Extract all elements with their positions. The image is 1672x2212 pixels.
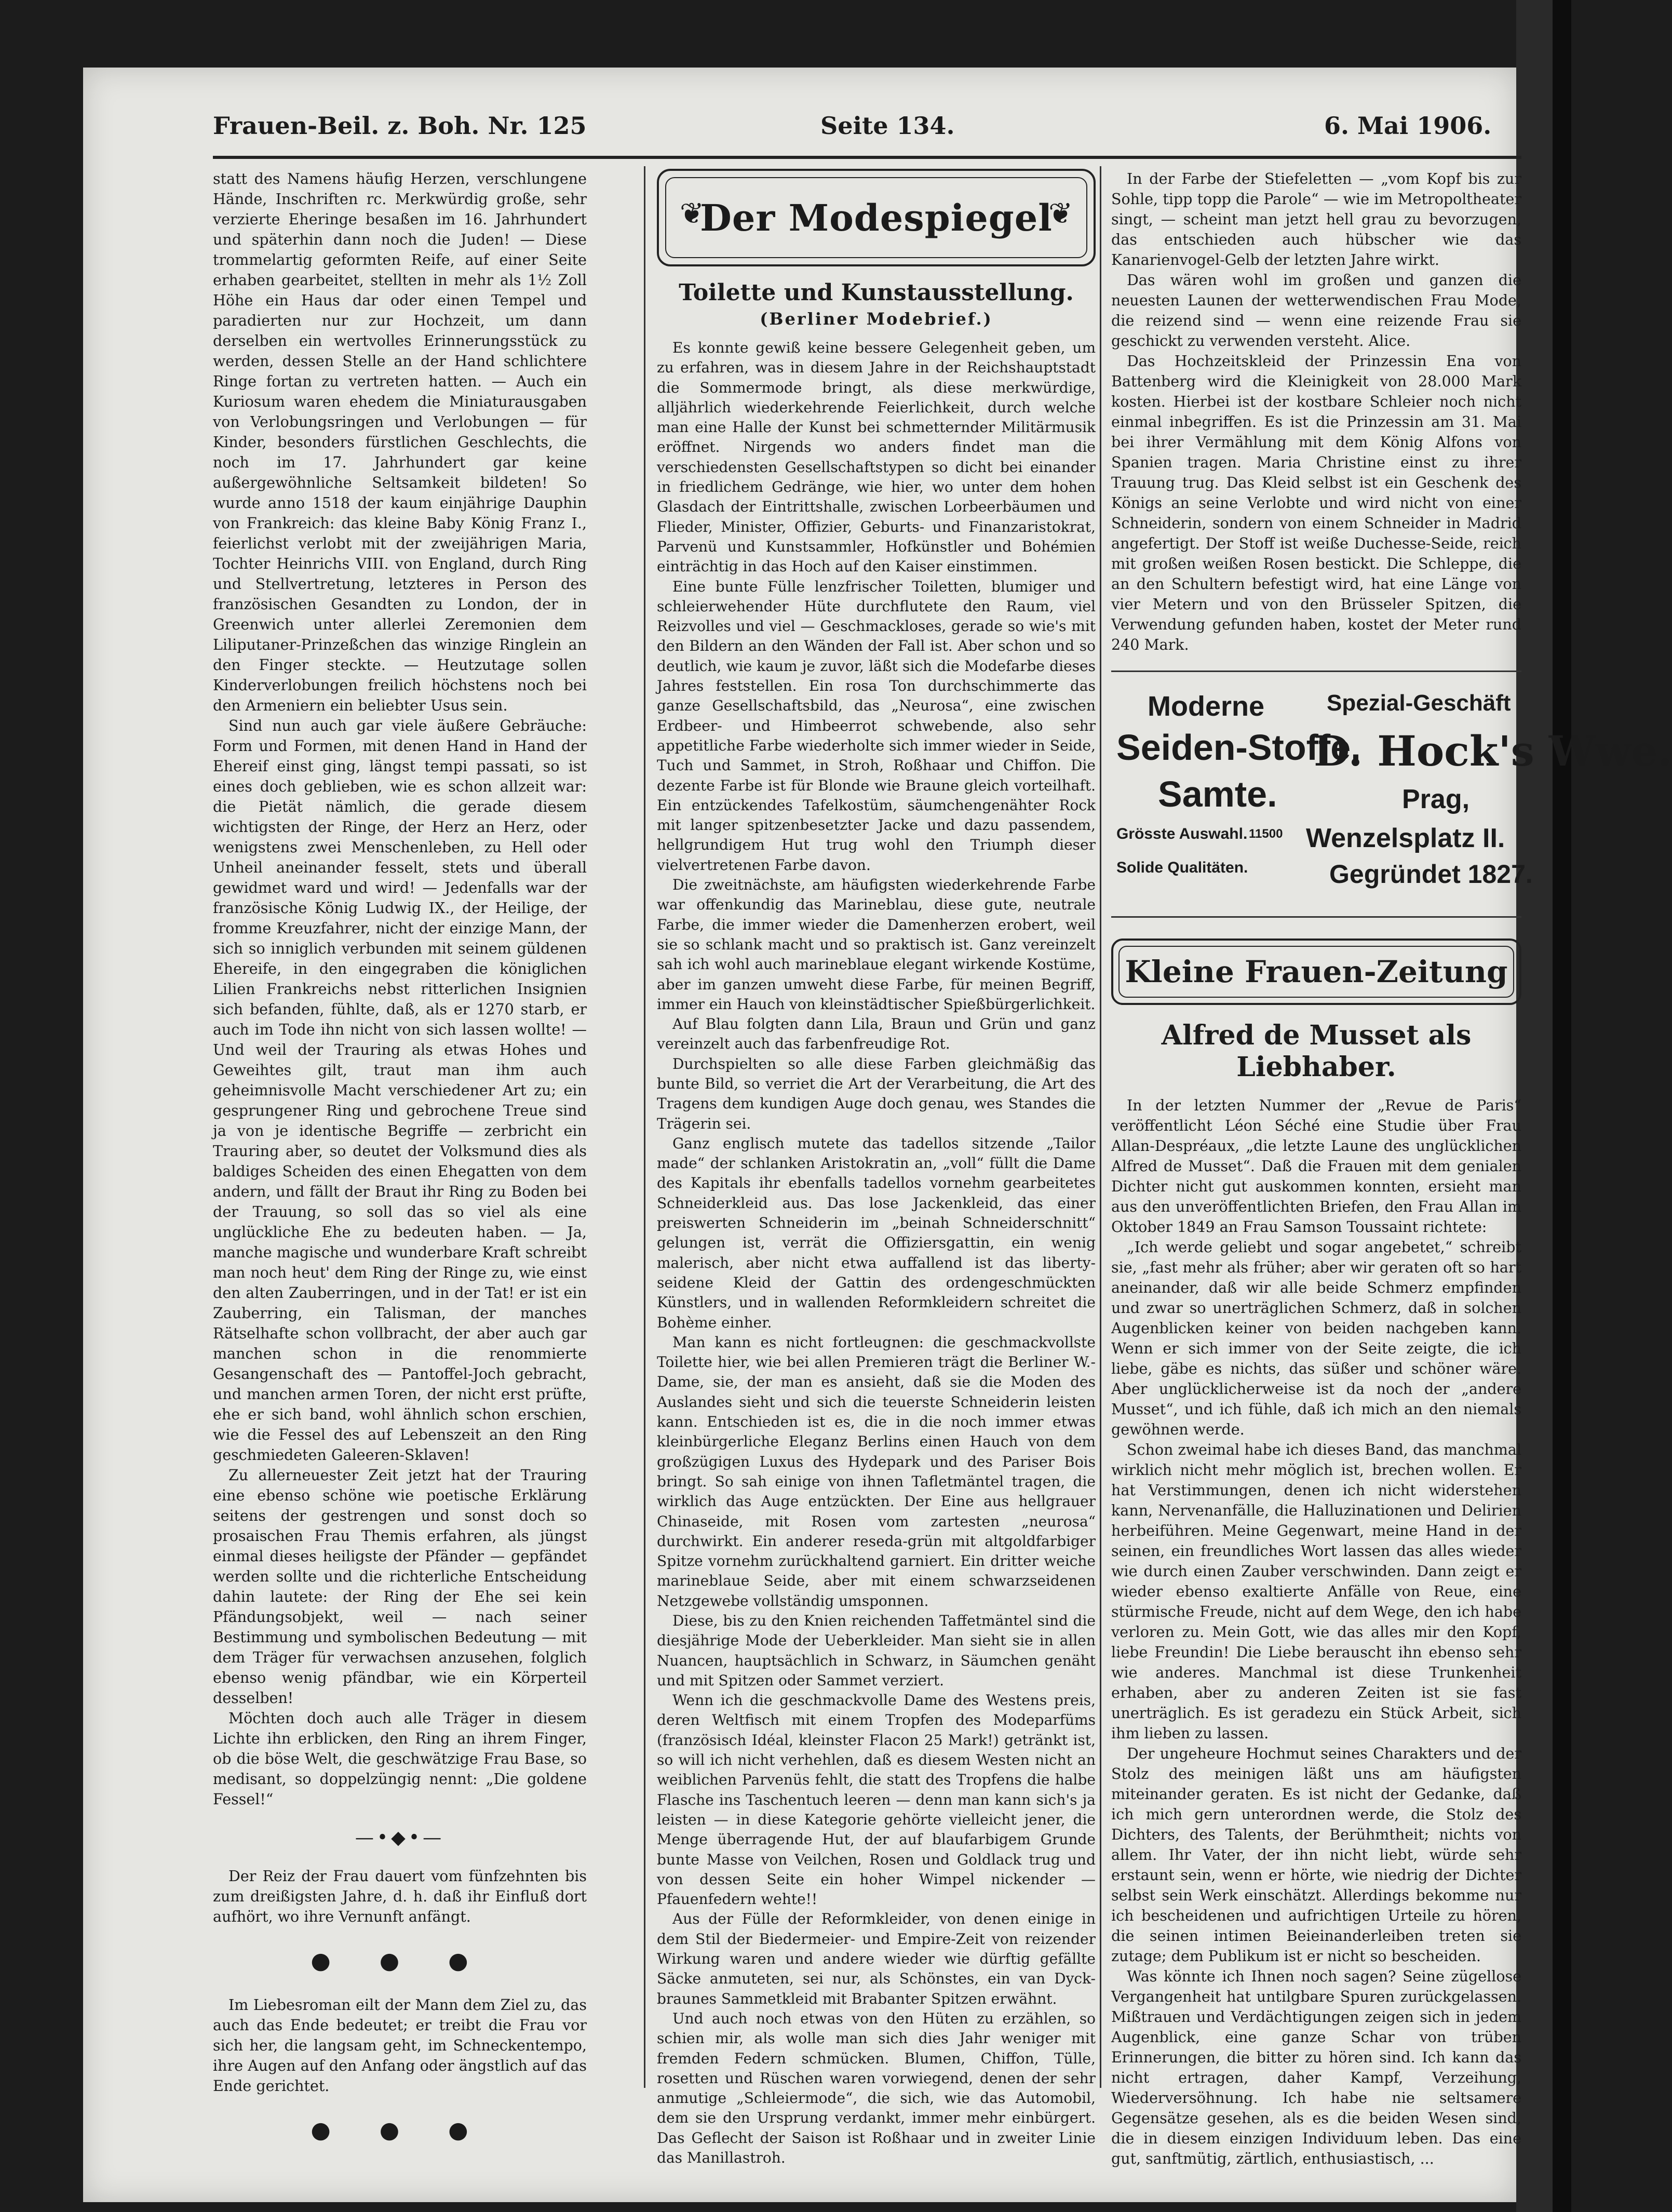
- col2-paragraph: Diese, bis zu den Knien reichenden Taffetmäntel sind die diesjährige Mode der Ueberkleider. Man sieht sie in allen Nuancen, hauptsächlich in Schwarz, in Säumchen genäht und mit Spitzen oder Sammet verziert.: [657, 1612, 1096, 1689]
- ad-qualitaeten: Solide Qualitäten.: [1116, 859, 1248, 876]
- col1-paragraph-3: Zu allerneuester Zeit jetzt hat der Trauring eine ebenso schöne wie poetische Erklärung seitens der gestrengen und sonst doch so prosaischen Frau Themis erfahren, als jüngst einmal dieses heiligste der Pfänder — gepfändet werden sollte und die richterliche Entscheidung dahin lautete: der Ring der Ehe sei kein Pfändungsobjekt, weil — nach seiner Bestimmung und symbolischen Bedeutung — mit dem Träger für verwachsen anzusehen, folglich ebenso wenig pfändbar, wie ein Körperteil desselben!: [213, 1467, 587, 1707]
- col1-paragraph-2: Sind nun auch gar viele äußere Gebräuche: Form und Formen, mit denen Hand in Hand der Ehereif einst ging, längst tempi passati, so ist eines doch geblieben, wie es schon allzeit war: die Pietät nämlich, die gerade diesem wichtigsten der Ringe, der Herz an Herz, oder wenigstens zwei Menschenleben, zu Hell oder Unheil aneinander fesselt, stets und überall gewidmet ward und wird! — Jedenfalls war der französische König Ludwig IX., der Heilige, der fromme Kreuzfahrer, nicht der einzige Mann, der sich so inniglich verbunden mit seinem güldenen Ehereife, in den eingegraben die königlichen Lilien Frankreichs nebst ritterlichen Insignien sich befanden, fühlte, daß, als er 1270 starb, er auch im Tode ihn nicht von sich lassen wollte! — Und weil der Trauring als etwas Hohes und Geweihtes gilt, traut man ihm auch geheimnisvolle Macht verschiedener Art zu; ein gesprungener Ring und gebrochene Treue sind ja von je identische Begriffe — zerbricht ein Trauring aber, so deutet der Volksmund dies als baldiges Scheiden des einen Ehegatten von dem andern, und fällt der Braut ihr Ring zu Boden bei der Trauung, so soll das so viel als eine unglückliche Ehe zu bedeuten haben. — Ja, manche magische und wunderbare Kraft schreibt man noch heut' dem Ring der Ringe zu, wie einst den alten Zauberringen, und in der Tat! er ist ein Zauberring, ein Talisman, der manches Rätselhafte schon vollbracht, der aber auch gar manchen schon in die renommierte Gesangenschaft des — Pantoffel-Joch gebracht, und manchen armen Toren, der nicht erst prüfte, ehe er sich band, wohl ähnlich schon erschien, wie die Fessel des auf Lebenszeit an den Ring geschmiedeten Galeeren-Sklaven!: [213, 717, 587, 1464]
- ad-gegruendet: Gegründet 1827.: [1329, 860, 1533, 889]
- column-divider-2: [1100, 166, 1101, 2088]
- col3-paragraph: In der Farbe der Stiefeletten — „vom Kopf bis zur Sohle, tipp topp die Parole“ — wie im Metropoltheater singt, — scheint man jetzt hell grau zu bevorzugen, das entschieden auch hübscher wie das Kanarienvogel-Gelb der letzten Jahre wirkt.: [1111, 170, 1521, 269]
- col2-paragraph: Und auch noch etwas von den Hüten zu erzählen, so schien mir, als wolle man sich dies Jahr weniger mit fremden Federn schmücken. Blumen, Chiffon, Tülle, rosetten und Rüschen waren vorwiegend, denen der sehr anmutige „Schleiermode“, die sich, wie das Automobil, dem sie den Ursprung verdankt, immer mehr einbürgert. Das Geflecht der Saison ist Roßhaar und in zweiter Linie das Manillastroh.: [657, 2009, 1096, 2167]
- col3-musset-paragraph: „Ich werde geliebt und sogar angebetet,“ schreibt sie, „fast mehr als früher; aber wir geraten oft so hart aneinander, daß wir alle beide Schmerz empfinden und zwar so unerträglichen Schmerz, daß in solchen Augenblicken keiner von beiden nachgeben kann. Wenn er sich immer von der Seite zeigte, die ich liebe, gäbe es nichts, das süßer und schöner wäre. Aber unglücklicherweise ist da noch der „andere Musset“, und ich fühle, daß ich mich an den niemals gewöhnen werde.: [1111, 1239, 1521, 1438]
- col1-aphorism-liebe: Im Liebesroman eilt der Mann dem Ziel zu, das auch das Ende bedeutet; er treibt die Frau vor sich her, die langsam geht, im Schneckentempo, ihre Augen auf den Anfang oder ängstlich auf das Ende gerichtet.: [213, 1996, 587, 2095]
- col2-paragraph: Durchspielten so alle diese Farben gleichmäßig das bunte Bild, so verriet die Art der Verarbeitung, die Art des Tragens dem kundigen Auge doch genau, wes Standes die Trägerin sei.: [657, 1055, 1096, 1132]
- kleine-frauen-zeitung-box: [1111, 939, 1521, 1005]
- column-3: [1111, 169, 1672, 2169]
- ad-spezial-geschaeft: Spezial-Geschäft: [1327, 690, 1511, 716]
- advertisement-hock: [1111, 671, 1672, 918]
- col3-musset-paragraph: Schon zweimal habe ich dieses Band, das manchmal wirklich nicht mehr möglich ist, brechen wollen. Er hat Verstimmungen, denen ich nicht widerstehen kann, Nervenanfälle, die Halluzinationen und Delirien herbeiführen. Meine Gegenwart, meine Hand in der seinen, ein freundliches Wort lassen das alles wieder wie durch einen Zauber verschwinden. Dann zeigt er wieder ebenso exaltierte Anfälle von Reue, eine stürmische Freude, nicht auf dem Wege, den ich habe verloren zu. Mein Gott, wie das alles mir den Kopf, liebe Freundin! Die Liebe berauscht ihn ebenso sehr wie anderes. Manchmal ist diese Trunkenheit erhaben, aber zu anderen Zeiten ist sie fast unerträglich. Es ist geradezu ein Stück Arbeit, sich ihm lieben zu lassen.: [1111, 1441, 1521, 1742]
- page-header: [213, 112, 1521, 153]
- dot-separator: ● ● ●: [311, 2117, 489, 2143]
- ad-auswahl: Grösste Auswahl.: [1116, 825, 1248, 842]
- header-left: Frauen-Beil. z. Boh. Nr. 125: [213, 112, 587, 140]
- col1-aphorism-reiz: Der Reiz der Frau dauert vom fünfzehnten bis zum dreißigsten Jahre, d. h. daß ihr Einfluß dort aufhört, wo ihre Vernunft anfängt.: [213, 1868, 587, 1925]
- book-edge: [1516, 0, 1571, 2212]
- header-date: 6. Mai 1906.: [1324, 112, 1492, 140]
- col3-musset-paragraph: Der ungeheure Hochmut seines Charakters und der Stolz des meinigen läßt uns am häufigsten miteinander geraten. Es ist nicht der Gedanke, daß ich mich gern unterordnen werde, die Stolz des Dichters, des Talents, der Berühmtheit; nichts von allem. Ihr Vater, der ihn nicht liebt, würde sehr erstaunt sein, wenn er hörte, wie niedrig der Dichter selbst sein Werk einschätzt. Allerdings bekomme nur ich bescheidenen und aufrichtigen Urteile zu hören, die seinen intimen Beieinanderleiben treten sie zutage; dem Publikum ist er nicht so bescheiden.: [1111, 1745, 1521, 1965]
- col2-paragraph: Man kann es nicht fortleugnen: die geschmackvollste Toilette hier, wie bei allen Premieren trägt die Berliner W.-Dame, sie, der man es ansieht, daß sie die Moden des Auslandes sieht und sich die teuerste Schneiderin leisten kann. Entschieden ist es, die in die noch immer etwas kleinbürgerliche Eleganz Berlins einen Hauch von dem großzügigen Luxus des Hydepark und des Pariser Bois bringt. So sah einige von ihnen Tafletmäntel tragen, die wirklich das Auge entzückten. Der Eine aus hellgrauer Chinaseide, mit Rosen vom zartesten „neurosa“ durchwirkt. Ein anderer reseda-grün mit altgoldfarbiger Spitze vornehm zurückhaltend garniert. Ein dritter weiche marineblaue Seide, aber mit einem schwarzseidenen Netzgewebe vollständig umsponnen.: [657, 1333, 1096, 1610]
- col3-paragraph: Das wären wohl im großen und ganzen die neuesten Launen der wetterwendischen Frau Mode, die reizend sind — wenn eine reizende Frau sie geschickt zu verwenden versteht. Alice.: [1111, 272, 1521, 350]
- col3-musset-paragraph: Was könnte ich Ihnen noch sagen? Seine zügellose Vergangenheit hat untilgbare Spuren zurückgelassen. Mißtrauen und Verdächtigungen zeigen sich in jedem Augenblick, eine ganze Schar von trüben Erinnerungen, die bitter zu hören sind. Ich kann das nicht ertragen, daher Kampf, Verzeihung, Wiederversöhnung. Ich habe nie seltsamere Gegensätze gesehen, als es die beiden Wesen sind, die in diesem einzigen Individuum leben. Das eine gut, sanftmütig, zärtlich, enthusiastisch, ...: [1111, 1968, 1521, 2167]
- col2-paragraph: Wenn ich die geschmackvolle Dame des Westens preis, deren Weltfisch mit einem Tropfen des Modeparfüms (französisch Idéal, kleinster Flacon 25 Mark!) getränkt ist, so will ich nicht verhehlen, daß es diesem Westen nicht an weiblichen Parvenüs fehlt, die statt des Tropfens die halbe Flasche ins Taschentuch leeren — denn man kann sich's ja leisten — in diese Kategorie gehörte vielleicht jener, die Menge überragende Hut, der auf blaufarbigem Grunde bunte Masse von Veilchen, Rosen und Goldlack trug und von dessen Seite ein hoher Wimpel nickender — Pfauenfedern wehte!!: [657, 1692, 1096, 1908]
- ornament-divider: —•◆•—: [355, 1827, 445, 1848]
- flourish-left-icon: ❦: [680, 197, 704, 231]
- section-title-kleine-frauen-zeitung: Kleine Frauen-Zeitung: [1125, 954, 1508, 989]
- ad-seiden-stoffe: Seiden-Stoffe,: [1116, 727, 1361, 768]
- col1-paragraph-4: Möchten doch auch alle Träger in diesem Lichte ihn erblicken, den Ring an ihrem Finger, ob die böse Welt, die geschwätzige Frau Base, so medisant, so doppelzüngig nennt: „Die goldene Fessel!“: [213, 1710, 587, 1808]
- ad-prag: Prag,: [1402, 784, 1470, 814]
- ad-number: 11500: [1249, 827, 1283, 841]
- article-subtitle: (Berliner Modebrief.): [760, 309, 993, 329]
- section-title: Der Modespiegel: [700, 196, 1053, 239]
- dot-separator: ● ● ●: [311, 1948, 489, 1974]
- ad-moderne: Moderne: [1148, 691, 1265, 722]
- modespiegel-title-box: [657, 169, 1096, 266]
- column-2: [657, 169, 1096, 2168]
- col2-paragraph: Die zweitnächste, am häufigsten wiederkehrende Farbe war offenkundig das Marineblau, diese gute, neutrale Farbe, die immer wieder die Damenherzen erobert, weil sie so schlank macht und so praktisch ist. Ganz vereinzelt sah ich wohl auch marineblaue elegant wirkende Kostüme, aber im ganzen umweht diese Farbe, für meinen Begriff, immer ein Hauch von kleinstädtischer Spießbürgerlichkeit.: [657, 876, 1096, 1013]
- column-divider-1: [644, 166, 645, 2088]
- article-title: Toilette und Kunstausstellung.: [679, 279, 1074, 306]
- ad-hock-wwe: D. Hock's Wwe.: [1314, 727, 1672, 775]
- ad-samte: Samte.: [1158, 774, 1277, 814]
- col1-paragraph-1: statt des Namens häufig Herzen, verschlungene Hände, Inschriften rc. Merkwürdig große, sehr verzierte Eheringe besaßen im 16. Jahrhundert und späterhin dann noch die Juden! — Diese trommelartig geformten Reife, auf einer Seite erhaben gearbeitet, stellten in mehr als 1½ Zoll Höhe ein Haus dar oder einen Tempel und paradierten nur zur Hochzeit, um dann derselben ein wertvolles Erinnerungsstück zu werden, dessen Stelle an der Hand schlichtere Ringe fortan zu vertreten hatten. — Auch ein Kuriosum waren ehedem die Miniaturausgaben von Verlobungsringen und Verlobungen — für Kinder, besonders fürstlichen Geschlechts, die noch im 17. Jahrhundert gar keine außergewöhnliche Seltsamkeit bildeten! So wurde anno 1518 der kaum einjährige Dauphin von Frankreich: das kleine Baby König Franz I., feierlichst verlobt mit der zweijährigen Maria, Tochter Heinrichs VIII. von England, durch Ring und Stellvertretung, letzteres in Person des französischen Gesandten zu London, der in Greenwich unter allerlei Zeremonien dem Liliputaner-Prinzeßchen das winzige Ringlein an den Finger steckte. — Heutzutage sollen Kinderverlobungen freilich höchstens noch bei den Armeniern ein beliebter Usus sein.: [213, 170, 587, 714]
- col3-musset-paragraph: In der letzten Nummer der „Revue de Paris“ veröffentlicht Léon Séché eine Studie über Frau Allan-Despréaux, „die letzte Laune des unglücklichen Alfred de Musset“. Daß die Frauen mit dem genialen Dichter nicht gut auskommen konnten, ersieht man aus den unveröffentlichten Briefen, den Frau Allan im Oktober 1849 an Frau Samson Toussaint richtete:: [1111, 1097, 1521, 1236]
- col2-paragraph: Aus der Fülle der Reformkleider, von denen einige in dem Stil der Biedermeier- und Empire-Zeit von reizender Wirkung waren und andere wieder wie dürftig gefällte Säcke anmuteten, sei nur, als Schönstes, ein van Dyck-braunes Sammetkleid mit Brabanter Spitzen erwähnt.: [657, 1910, 1096, 2007]
- col3-paragraph-hochzeitskleid: Das Hochzeitskleid der Prinzessin Ena von Battenberg wird die Kleinigkeit von 28.000 Mark kosten. Hierbei ist der kostbare Schleier noch nicht einmal inbegriffen. Es ist die Prinzessin am 31. Mai bei ihrer Vermählung mit dem König Alfons von Spanien tragen. Maria Christine einst zu ihrer Trauung trug. Das Kleid selbst ist ein Geschenk des Königs an seine Verlobte und wird nicht von einer Schneiderin, sondern von einem Schneider in Madrid angefertigt. Der Stoff ist weiße Duchesse-Seide, reich mit großen weißen Rosen bestickt. Die Schleppe, die an den Schultern befestigt wird, hat eine Länge von vier Metern und von den Brüsseler Spitzen, die Verwendung gefunden haben, kostet der Meter rund 240 Mark.: [1111, 353, 1521, 653]
- ad-wenzelsplatz: Wenzelsplatz II.: [1306, 823, 1505, 853]
- flourish-right-icon: ❦: [1048, 197, 1073, 231]
- col2-paragraph: Es konnte gewiß keine bessere Gelegenheit geben, um zu erfahren, was in diesem Jahre in der Reichshauptstadt die Sommermode bringt, als diese merkwürdige, alljährlich wiederkehrende Feierlichkeit, durch welche man eine Halle der Kunst bei schmetternder Militärmusik eröffnet. Nirgends wo anders findet man die verschiedensten Gesellschaftstypen so dicht bei einander in friedlichem Gedränge, wie hier, wo unter dem hohen Glasdach der Eintrittshalle, zwischen Lorbeerbäumen und Flieder, Minister, Offizier, Geburts- und Finanzaristokrat, Parvenü und Kunstsammler, Hofkünstler und Bohémien einträchtig in das Hoch auf den Kaiser einstimmen.: [657, 339, 1096, 575]
- col2-paragraph: Ganz englisch mutete das tadellos sitzende „Tailor made“ der schlanken Aristokratin an, „voll“ füllt die Dame des Kapitals ihr ebenfalls tadellos vornehm gearbeitetes Schneiderkleid aus. Das lose Jackenkleid, das einer preiswerten Schneiderin im „beinah Schneiderschnitt“ gelungen ist, verrät die Offiziersgattin, ein wenig malerisch, aber nicht etwa auffallend ist das liberty-seidene Kleid der Gattin des ordengeschmückten Künstlers, und in wallenden Reformkleidern schreitet die Bohème einher.: [657, 1134, 1096, 1331]
- col2-paragraph: Auf Blau folgten dann Lila, Braun und Grün und ganz vereinzelt auch das farbenfreudige Rot.: [657, 1015, 1096, 1053]
- header-rule: [213, 156, 1521, 159]
- col2-paragraph: Eine bunte Fülle lenzfrischer Toiletten, blumiger und schleierwehender Hüte durchflutete den Raum, viel Reizvolles und viel — Geschmackloses, gerade so wie's mit den Bildern an den Wänden der Fall ist. Aber schon und so deutlich, wie kaum je zuvor, läßt sich die Modefarbe dieses Jahres feststellen. Ein rosa Ton durchschimmerte das ganze Gesellschaftsbild, das „Neurosa“, eine zwischen Erdbeer- und Himbeerrot schwebende, also sehr appetitliche Farbe wiederholte sich immer wieder in Seide, Tuch und Sammet, in Stroh, Roßhaar und Chiffon. Die dezente Farbe ist für Blonde wie Braune gleich vorteilhaft. Ein entzückendes Tafelkostüm, säumchengenähter Rock mit langer spitzenbesetzter Jacke und dazu passendem, hellgrundigem Hut trug wohl den Triumph dieser vielvertretenen Farbe davon.: [657, 578, 1096, 874]
- article-title-musset: Alfred de Musset als Liebhaber.: [1161, 1020, 1472, 1083]
- column-1: [213, 169, 587, 2164]
- header-page-number: Seite 134.: [820, 112, 955, 140]
